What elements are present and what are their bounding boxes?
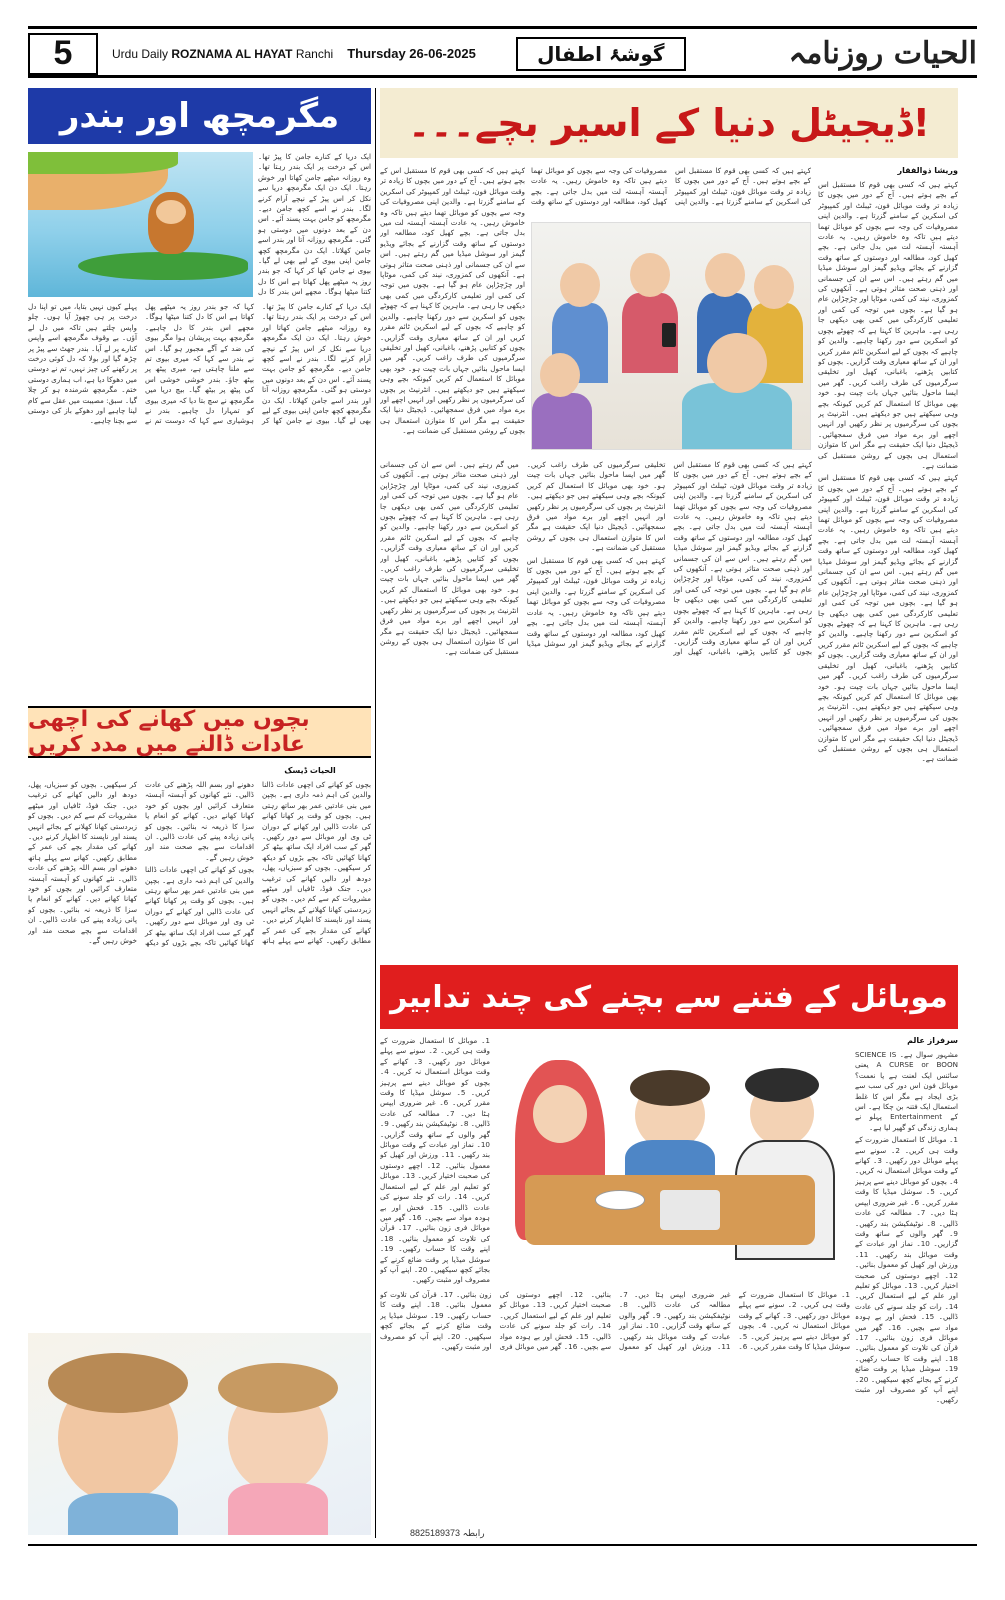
child-shirt-left: [68, 1493, 178, 1535]
mobile-tips-paragraph-top: 1۔ موبائل کا استعمال ضرورت کے وقت ہی کریں۔ 2۔ سونے سے پہلے موبائل دور رکھیں۔ 3۔ کھانے کے وقت موبائل استعمال نہ کریں۔ 4۔ بچوں کو موبائل دینے سے پرہیز کریں۔ 5۔ سوشل میڈیا کا وقت مقرر کریں۔ 6۔ غیر ضروری ایپس ہٹا دیں۔ 7۔ مطالعہ کی عادت ڈالیں۔ 8۔ نوٹیفکیشن بند رکھیں۔ 9۔ گھر والوں کے ساتھ وقت گزاریں۔ 10۔ نماز اور عبادت کے وقت موبائل بند رکھیں۔ 11۔ ورزش اور کھیل کو معمول بنائیں۔ 12۔ اچھے دوستوں کی صحبت اختیار کریں۔ 13۔ موبائل کو تعلیم اور علم کے لیے استعمال کریں۔ 14۔ رات کو جلد سونے کی عادت ڈالیں۔ 15۔ فحش اور بے ہودہ مواد سے بچیں۔ 16۔ گھر میں موبائل فری زون بنائیں۔ 17۔ قرآن کی تلاوت کو معمول بنائیں۔ 18۔ اپنے وقت کا حساب رکھیں۔ 19۔ سوشل میڈیا پر وقت ضائع کرنے کے بجائے کچھ سیکھیں۔ 20۔ اپنے آپ کو مصروف اور مثبت رکھیں۔: [380, 1036, 490, 1285]
mobile-tips-paragraph-right: 1۔ موبائل کا استعمال ضرورت کے وقت ہی کریں۔ 2۔ سونے سے پہلے موبائل دور رکھیں۔ 3۔ کھانے کے وقت موبائل استعمال نہ کریں۔ 4۔ بچوں کو موبائل دینے سے پرہیز کریں۔ 5۔ سوشل میڈیا کا وقت مقرر کریں۔ 6۔ غیر ضروری ایپس ہٹا دیں۔ 7۔ مطالعہ کی عادت ڈالیں۔ 8۔ نوٹیفکیشن بند رکھیں۔ 9۔ گھر والوں کے ساتھ وقت گزاریں۔ 10۔ نماز اور عبادت کے وقت موبائل بند رکھیں۔ 11۔ ورزش اور کھیل کو معمول بنائیں۔ 12۔ اچھے دوستوں کی صحبت اختیار کریں۔ 13۔ موبائل کو تعلیم اور علم کے لیے استعمال کریں۔ 14۔ رات کو جلد سونے کی عادت ڈالیں۔ 15۔ فحش اور بے ہودہ مواد سے بچیں۔ 16۔ گھر میں موبائل فری زون بنائیں۔ 17۔ قرآن کی تلاوت کو معمول بنائیں۔ 18۔ اپنے وقت کا حساب رکھیں۔ 19۔ سوشل میڈیا پر وقت ضائع کرنے کے بجائے کچھ سیکھیں۔ 20۔ اپنے آپ کو مصروف اور مثبت رکھیں۔: [855, 1135, 958, 1405]
children-eating-photo: [28, 1333, 371, 1535]
digital-text-col-left: [380, 166, 525, 456]
kid-head-2: [630, 253, 670, 297]
mobile-byline: سرفراز عالم: [907, 1036, 958, 1045]
newspaper-logo: الحیات روزنامہ: [788, 36, 977, 71]
bottom-rule: [28, 1544, 977, 1546]
child-hair-left: [48, 1353, 188, 1413]
contact-number: [410, 1528, 485, 1539]
toddler-head: [707, 333, 767, 393]
paper-city: Ranchi: [295, 46, 334, 61]
story-text-top: [258, 152, 371, 297]
monkey-crocodile-illustration: [28, 152, 253, 297]
habits-title: بچوں میں کھانے کی اچھی عادات ڈالنے میں مدد کریں: [28, 706, 371, 758]
digital-byline: وریشا ذوالفقار: [897, 166, 958, 175]
section-title: گوشۂ اطفال: [516, 37, 686, 71]
story-paragraph-continued: ایک دریا کے کنارے جامن کا پیڑ تھا۔ اس کے درخت پر ایک بندر رہتا تھا۔ وہ روزانہ میٹھے جامن کھاتا اور خوش رہتا۔ ایک دن ایک مگرمچھ دریا سے نکل کر اس پیڑ کے نیچے آرام کرنے لگا۔ بندر نے اسے کچھ جامن دیے۔ مگرمچھ کو جامن بہت پسند آئے۔ اس دن کے بعد دونوں میں دوستی ہو گئی۔ مگرمچھ روزانہ آتا اور بندر اسے جامن کھلاتا۔ ایک دن مگرمچھ کچھ جامن اپنی بیوی کے لیے بھی لے گیا۔ بیوی نے جامن کھا کر کہا کہ جو بندر روز یہ میٹھے پھل کھاتا ہے اس کا دل کتنا میٹھا ہوگا۔ مجھے اس بندر کا دل چاہیے۔ مگرمچھ بہت پریشان ہوا مگر بیوی کی ضد کے آگے مجبور ہو گیا۔ اس نے بندر سے کہا کہ میری بیوی تم سے ملنا چاہتی ہے، میری پیٹھ پر بیٹھ جاؤ۔ بندر خوشی خوشی اس کی پیٹھ پر بیٹھ گیا۔ بیچ دریا میں مگرمچھ نے سچ بتا دیا کہ میری بیوی کو تمہارا دل چاہیے۔ بندر نے ہوشیاری سے کہا کہ دوست تم نے پہلے کیوں نہیں بتایا، میں تو اپنا دل درخت پر ہی چھوڑ آیا ہوں۔ چلو واپس چلتے ہیں تاکہ میں دل لے آؤں۔ بے وقوف مگرمچھ اسے واپس کنارے پر لے آیا۔ بندر جھٹ سے پیڑ پر چڑھ گیا اور بولا کہ دل کوئی درخت پر رکھنے کی چیز نہیں، تم نے دوستی میں دھوکا دیا ہے، اب ہماری دوستی ختم۔ مگرمچھ شرمندہ ہو کر چلا گیا۔ سبق: مصیبت میں عقل سے کام لینا چاہیے اور دھوکے باز کی دوستی سے بچنا چاہیے۔: [28, 302, 371, 426]
mobile-intro-paragraph: مشہور سوال ہے۔ SCIENCE IS A CURSE or BOON یعنی سائنس ایک لعنت ہے یا نعمت؟ موبائل فون اس دور کی سب سے بڑی ایجاد ہے مگر اس کا غلط استعمال ایک فتنہ بن چکا ہے۔ اس کے Entertainment پہلو نے ہماری زندگی کو گھیر لیا ہے۔: [855, 1050, 958, 1132]
plate-icon: [595, 1190, 645, 1210]
family-mobile-illustration: [495, 1040, 850, 1285]
toddler-shirt: [682, 383, 792, 450]
habits-paragraph: بچوں کو کھانے کی اچھی عادات ڈالنا والدین کی اہم ذمہ داری ہے۔ بچپن میں بنی عادتیں عمر بھر ساتھ رہتی ہیں۔ بچوں کو وقت پر کھانا کھانے کی عادت ڈالیں اور کھانے کے دوران ٹی وی اور موبائل سے دور رکھیں۔ گھر کے سب افراد ایک ساتھ بیٹھ کر کھانا کھائیں تاکہ بچے بڑوں کو دیکھ کر سیکھیں۔ بچوں کو سبزیاں، پھل، دودھ اور دالیں کھانے کی ترغیب دیں۔ جنک فوڈ، ٹافیاں اور میٹھے مشروبات کم سے کم دیں۔ بچوں کو زبردستی کھانا کھلانے کے بجائے انہیں پسند اور ناپسند کا اظہار کرنے دیں۔ کھانے کی مقدار بچے کی عمر کے مطابق رکھیں۔ کھانے سے پہلے ہاتھ دھونے اور بسم اللہ پڑھنے کی عادت ڈالیں۔ نئے کھانوں کو آہستہ آہستہ متعارف کرائیں اور بچوں کو خود کھانا کھانے دیں۔ کھانے کو انعام یا سزا کا ذریعہ نہ بنائیں۔ بچوں کو پانی زیادہ پینے کی عادت ڈالیں۔ ان اقدامات سے بچے صحت مند اور خوش رہیں گے۔: [145, 780, 371, 946]
top-rule: [28, 26, 977, 29]
children-with-phones-photo: [531, 222, 811, 450]
contact-label: رابطہ: [462, 1528, 485, 1538]
habits-paragraph-repeat: بچوں کو کھانے کی اچھی عادات ڈالنا والدین کی اہم ذمہ داری ہے۔ بچپن میں بنی عادتیں عمر بھر ساتھ رہتی ہیں۔ بچوں کو وقت پر کھانا کھانے کی عادت ڈالیں اور کھانے کے دوران ٹی وی اور موبائل سے دور رکھیں۔ گھر کے سب افراد ایک ساتھ بیٹھ کر کھانا کھائیں تاکہ بچے بڑوں کو دیکھ کر سیکھیں۔ بچوں کو سبزیاں، پھل، دودھ اور دالیں کھانے کی ترغیب دیں۔ جنک فوڈ، ٹافیاں اور میٹھے مشروبات کم سے کم دیں۔ بچوں کو زبردستی کھانا کھلانے کے بجائے انہیں پسند اور ناپسند کا اظہار کرنے دیں۔ کھانے کی مقدار بچے کی عمر کے مطابق رکھیں۔ کھانے سے پہلے ہاتھ دھونے اور بسم اللہ پڑھنے کی عادت ڈالیں۔ نئے کھانوں کو آہستہ آہستہ متعارف کرائیں اور بچوں کو خود کھانا کھانے دیں۔ کھانے کو انعام یا سزا کا ذریعہ نہ بنائیں۔ بچوں کو پانی زیادہ پینے کی عادت ڈالیں۔ ان اقدامات سے بچے صحت مند اور خوش رہیں گے۔: [28, 780, 254, 948]
mobile-tips-paragraph: 1۔ موبائل کا استعمال ضرورت کے وقت ہی کریں۔ 2۔ سونے سے پہلے موبائل دور رکھیں۔ 3۔ کھانے کے وقت موبائل استعمال نہ کریں۔ 4۔ بچوں کو موبائل دینے سے پرہیز کریں۔ 5۔ سوشل میڈیا کا وقت مقرر کریں۔ 6۔ غیر ضروری ایپس ہٹا دیں۔ 7۔ مطالعہ کی عادت ڈالیں۔ 8۔ نوٹیفکیشن بند رکھیں۔ 9۔ گھر والوں کے ساتھ وقت گزاریں۔ 10۔ نماز اور عبادت کے وقت موبائل بند رکھیں۔ 11۔ ورزش اور کھیل کو معمول بنائیں۔ 12۔ اچھے دوستوں کی صحبت اختیار کریں۔ 13۔ موبائل کو تعلیم اور علم کے لیے استعمال کریں۔ 14۔ رات کو جلد سونے کی عادت ڈالیں۔ 15۔ فحش اور بے ہودہ مواد سے بچیں۔ 16۔ گھر میں موبائل فری زون بنائیں۔ 17۔ قرآن کی تلاوت کو معمول بنائیں۔ 18۔ اپنے وقت کا حساب رکھیں۔ 19۔ سوشل میڈیا پر وقت ضائع کرنے کے بجائے کچھ سیکھیں۔ 20۔ اپنے آپ کو مصروف اور مثبت رکھیں۔: [380, 1290, 850, 1352]
mobile-tips-body: [380, 1290, 850, 1538]
page-number: 5: [28, 33, 98, 75]
kid-shirt-5: [532, 393, 592, 450]
child-shirt-right: [228, 1483, 328, 1535]
column-divider: [375, 88, 376, 1538]
digital-title: ڈیجیٹل دنیا کے اسیر بچے۔۔۔!: [380, 88, 958, 158]
page-header: [28, 32, 977, 78]
boy-hair: [630, 1070, 710, 1106]
kid-head-5: [540, 353, 580, 397]
paper-label-prefix: Urdu Daily: [112, 46, 169, 61]
digital-paragraph: کہتے ہیں کہ کسی بھی قوم کا مستقبل اس کے بچے ہوتے ہیں۔ آج کے دور میں بچوں کا زیادہ تر وقت موبائل فون، ٹیبلٹ اور کمپیوٹر کی اسکرین کے سامنے گزرتا ہے۔ والدین اپنی مصروفیات کی وجہ سے بچوں کو موبائل تھما دیتے ہیں تاکہ وہ خاموش رہیں۔ یہ عادت آہستہ آہستہ لت میں بدل جاتی ہے۔ بچے کھیل کود، مطالعہ اور دوستوں کے ساتھ وقت گزارنے کے بجائے ویڈیو گیمز اور سوشل میڈیا میں گم رہتے ہیں۔ اس سے ان کی جسمانی اور ذہنی صحت متاثر ہوتی ہے۔ آنکھوں کی کمزوری، نیند کی کمی، موٹاپا اور چڑچڑاپن عام ہو گیا ہے۔ بچوں میں توجہ کی کمی اور تعلیمی کارکردگی میں کمی بھی دیکھی جا رہی ہے۔ ماہرین کا کہنا ہے کہ چھوٹے بچوں کو اسکرین سے دور رکھنا چاہیے۔ والدین کو چاہیے کہ بچوں کے لیے اسکرین ٹائم مقرر کریں اور ان کے ساتھ معیاری وقت گزاریں۔ بچوں کو کتابیں پڑھنے، باغبانی، کھیل اور تخلیقی سرگرمیوں کی طرف راغب کریں۔ گھر میں ایسا ماحول بنائیں جہاں بات چیت ہو۔ خود بھی موبائل کا استعمال کم کریں کیونکہ بچے وہی سیکھتے ہیں جو دیکھتے ہیں۔ انٹرنیٹ پر بچوں کی سرگرمیوں پر نظر رکھیں اور انہیں اچھے اور برے مواد میں فرق سمجھائیں۔ ڈیجیٹل دنیا ایک حقیقت ہے مگر اس کا متوازن استعمال ہی بچوں کے روشن مستقبل کی ضمانت ہے۔: [818, 180, 958, 470]
contact-digits: 8825189373: [410, 1528, 461, 1538]
father-hair: [745, 1068, 819, 1102]
digital-paragraph-body-2: کہتے ہیں کہ کسی بھی قوم کا مستقبل اس کے بچے ہوتے ہیں۔ آج کے دور میں بچوں کا زیادہ تر وقت موبائل فون، ٹیبلٹ اور کمپیوٹر کی اسکرین کے سامنے گزرتا ہے۔ والدین اپنی مصروفیات کی وجہ سے بچوں کو موبائل تھما دیتے ہیں تاکہ وہ خاموش رہیں۔ یہ عادت آہستہ آہستہ لت میں بدل جاتی ہے۔ بچے کھیل کود، مطالعہ اور دوستوں کے ساتھ وقت گزارنے کے بجائے ویڈیو گیمز اور سوشل میڈیا میں گم رہتے ہیں۔ اس سے ان کی جسمانی اور ذہنی صحت متاثر ہوتی ہے۔ آنکھوں کی کمزوری، نیند کی کمی، موٹاپا اور چڑچڑاپن عام ہو گیا ہے۔ بچوں میں توجہ کی کمی اور تعلیمی کارکردگی میں کمی بھی دیکھی جا رہی ہے۔ ماہرین کا کہنا ہے کہ چھوٹے بچوں کو اسکرین سے دور رکھنا چاہیے۔ والدین کو چاہیے کہ بچوں کے لیے اسکرین ٹائم مقرر کریں اور ان کے ساتھ معیاری وقت گزاریں۔ بچوں کو کتابیں پڑھنے، باغبانی، کھیل اور تخلیقی سرگرمیوں کی طرف راغب کریں۔ گھر میں ایسا ماحول بنائیں جہاں بات چیت ہو۔ خود بھی موبائل کا استعمال کم کریں کیونکہ بچے وہی سیکھتے ہیں جو دیکھتے ہیں۔ انٹرنیٹ پر بچوں کی سرگرمیوں پر نظر رکھیں اور انہیں اچھے اور برے مواد میں فرق سمجھائیں۔ ڈیجیٹل دنیا ایک حقیقت ہے مگر اس کا متوازن استعمال ہی بچوں کے روشن مستقبل کی ضمانت ہے۔: [380, 460, 666, 657]
crocodile-shape: [78, 252, 248, 280]
paper-name: ROZNAMA AL HAYAT: [171, 46, 293, 61]
digital-paragraph-body: کہتے ہیں کہ کسی بھی قوم کا مستقبل اس کے بچے ہوتے ہیں۔ آج کے دور میں بچوں کا زیادہ تر وقت موبائل فون، ٹیبلٹ اور کمپیوٹر کی اسکرین کے سامنے گزرتا ہے۔ والدین اپنی مصروفیات کی وجہ سے بچوں کو موبائل تھما دیتے ہیں تاکہ وہ خاموش رہیں۔ یہ عادت آہستہ آہستہ لت میں بدل جاتی ہے۔ بچے کھیل کود، مطالعہ اور دوستوں کے ساتھ وقت گزارنے کے بجائے ویڈیو گیمز اور سوشل میڈیا میں گم رہتے ہیں۔ اس سے ان کی جسمانی اور ذہنی صحت متاثر ہوتی ہے۔ آنکھوں کی کمزوری، نیند کی کمی، موٹاپا اور چڑچڑاپن عام ہو گیا ہے۔ بچوں میں توجہ کی کمی اور تعلیمی کارکردگی میں کمی بھی دیکھی جا رہی ہے۔ ماہرین کا کہنا ہے کہ چھوٹے بچوں کو اسکرین سے دور رکھنا چاہیے۔ والدین کو چاہیے کہ بچوں کے لیے اسکرین ٹائم مقرر کریں اور ان کے ساتھ معیاری وقت گزاریں۔ بچوں کو کتابیں پڑھنے، باغبانی، کھیل اور تخلیقی سرگرمیوں کی طرف راغب کریں۔ گھر میں ایسا ماحول بنائیں جہاں بات چیت ہو۔ خود بھی موبائل کا استعمال کم کریں کیونکہ بچے وہی سیکھتے ہیں جو دیکھتے ہیں۔ انٹرنیٹ پر بچوں کی سرگرمیوں پر نظر رکھیں اور انہیں اچھے اور برے مواد میں فرق سمجھائیں۔ ڈیجیٹل دنیا ایک حقیقت ہے مگر اس کا متوازن استعمال ہی بچوں کے روشن مستقبل کی ضمانت ہے۔: [526, 460, 812, 657]
digital-paragraph-left: کہتے ہیں کہ کسی بھی قوم کا مستقبل اس کے بچے ہوتے ہیں۔ آج کے دور میں بچوں کا زیادہ تر وقت موبائل فون، ٹیبلٹ اور کمپیوٹر کی اسکرین کے سامنے گزرتا ہے۔ والدین اپنی مصروفیات کی وجہ سے بچوں کو موبائل تھما دیتے ہیں تاکہ وہ خاموش رہیں۔ یہ عادت آہستہ آہستہ لت میں بدل جاتی ہے۔ بچے کھیل کود، مطالعہ اور دوستوں کے ساتھ وقت گزارنے کے بجائے ویڈیو گیمز اور سوشل میڈیا میں گم رہتے ہیں۔ اس سے ان کی جسمانی اور ذہنی صحت متاثر ہوتی ہے۔ آنکھوں کی کمزوری، نیند کی کمی، موٹاپا اور چڑچڑاپن عام ہو گیا ہے۔ بچوں میں توجہ کی کمی اور تعلیمی کارکردگی میں کمی بھی دیکھی جا رہی ہے۔ ماہرین کا کہنا ہے کہ چھوٹے بچوں کو اسکرین سے دور رکھنا چاہیے۔ والدین کو چاہیے کہ بچوں کے لیے اسکرین ٹائم مقرر کریں اور ان کے ساتھ معیاری وقت گزاریں۔ بچوں کو کتابیں پڑھنے، باغبانی، کھیل اور تخلیقی سرگرمیوں کی طرف راغب کریں۔ گھر میں ایسا ماحول بنائیں جہاں بات چیت ہو۔ خود بھی موبائل کا استعمال کم کریں کیونکہ بچے وہی سیکھتے ہیں جو دیکھتے ہیں۔ انٹرنیٹ پر بچوں کی سرگرمیوں پر نظر رکھیں اور انہیں اچھے اور برے مواد میں فرق سمجھائیں۔ ڈیجیٹل دنیا ایک حقیقت ہے مگر اس کا متوازن استعمال ہی بچوں کے روشن مستقبل کی ضمانت ہے۔: [380, 166, 525, 436]
mobile-intro-text: [855, 1050, 958, 1538]
digital-text-top: [531, 166, 811, 218]
mother-face: [533, 1085, 587, 1143]
mobile-tips-left-top: [380, 1036, 490, 1286]
story-paragraph: ایک دریا کے کنارے جامن کا پیڑ تھا۔ اس کے درخت پر ایک بندر رہتا تھا۔ وہ روزانہ میٹھے جامن کھاتا اور خوش رہتا۔ ایک دن ایک مگرمچھ دریا سے نکل کر اس پیڑ کے نیچے آرام کرنے لگا۔ بندر نے اسے کچھ جامن دیے۔ مگرمچھ کو جامن بہت پسند آئے۔ اس دن کے بعد دونوں میں دوستی ہو گئی۔ مگرمچھ روزانہ آتا اور بندر اسے جامن کھلاتا۔ ایک دن مگرمچھ کچھ جامن اپنی بیوی کے لیے بھی لے گیا۔ بیوی نے جامن کھا کر کہا کہ جو بندر روز یہ میٹھے پھل کھاتا ہے اس کا دل کتنا میٹھا ہوگا۔ مجھے اس بندر کا دل: [258, 152, 371, 297]
phone-icon: [662, 323, 676, 347]
child-hair-right: [218, 1363, 338, 1413]
mobile-title: موبائل کے فتنے سے بچنے کی چند تدابیر: [380, 965, 958, 1029]
story-text-body: [28, 302, 371, 700]
issue-date: Thursday 26-06-2025: [347, 46, 476, 61]
digital-paragraph-repeat: کہتے ہیں کہ کسی بھی قوم کا مستقبل اس کے بچے ہوتے ہیں۔ آج کے دور میں بچوں کا زیادہ تر وقت موبائل فون، ٹیبلٹ اور کمپیوٹر کی اسکرین کے سامنے گزرتا ہے۔ والدین اپنی مصروفیات کی وجہ سے بچوں کو موبائل تھما دیتے ہیں تاکہ وہ خاموش رہیں۔ یہ عادت آہستہ آہستہ لت میں بدل جاتی ہے۔ بچے کھیل کود، مطالعہ اور دوستوں کے ساتھ وقت گزارنے کے بجائے ویڈیو گیمز اور سوشل میڈیا میں گم رہتے ہیں۔ اس سے ان کی جسمانی اور ذہنی صحت متاثر ہوتی ہے۔ آنکھوں کی کمزوری، نیند کی کمی، موٹاپا اور چڑچڑاپن عام ہو گیا ہے۔ بچوں میں توجہ کی کمی اور تعلیمی کارکردگی میں کمی بھی دیکھی جا رہی ہے۔ ماہرین کا کہنا ہے کہ چھوٹے بچوں کو اسکرین سے دور رکھنا چاہیے۔ والدین کو چاہیے کہ بچوں کے لیے اسکرین ٹائم مقرر کریں اور ان کے ساتھ معیاری وقت گزاریں۔ بچوں کو کتابیں پڑھنے، باغبانی، کھیل اور تخلیقی سرگرمیوں کی طرف راغب کریں۔ گھر میں ایسا ماحول بنائیں جہاں بات چیت ہو۔ خود بھی موبائل کا استعمال کم کریں کیونکہ بچے وہی سیکھتے ہیں جو دیکھتے ہیں۔ انٹرنیٹ پر بچوں کی سرگرمیوں پر نظر رکھیں اور انہیں اچھے اور برے مواد میں فرق سمجھائیں۔ ڈیجیٹل دنیا ایک حقیقت ہے مگر اس کا متوازن استعمال ہی بچوں کے روشن مستقبل کی ضمانت ہے۔: [818, 473, 958, 764]
story-title: مگرمچھ اور بندر: [28, 88, 371, 144]
paper-masthead: [112, 47, 333, 61]
laptop-icon: [660, 1190, 720, 1230]
kid-head-1: [560, 263, 600, 307]
monkey-face-shape: [156, 200, 186, 224]
kid-head-3: [705, 253, 745, 297]
habits-text: [28, 780, 371, 1328]
habits-byline: الحیات ڈیسک: [284, 766, 336, 775]
grass-shape: [28, 152, 178, 174]
digital-paragraph-top: کہتے ہیں کہ کسی بھی قوم کا مستقبل اس کے بچے ہوتے ہیں۔ آج کے دور میں بچوں کا زیادہ تر وقت موبائل فون، ٹیبلٹ اور کمپیوٹر کی اسکرین کے سامنے گزرتا ہے۔ والدین اپنی مصروفیات کی وجہ سے بچوں کو موبائل تھما دیتے ہیں تاکہ وہ خاموش رہیں۔ یہ عادت آہستہ آہستہ لت میں بدل جاتی ہے۔ بچے کھیل کود، مطالعہ اور دوستوں کے ساتھ وقت: [531, 166, 811, 207]
kid-head-4: [754, 265, 794, 309]
digital-text-col1: [818, 180, 958, 955]
digital-text-body: [380, 460, 812, 955]
